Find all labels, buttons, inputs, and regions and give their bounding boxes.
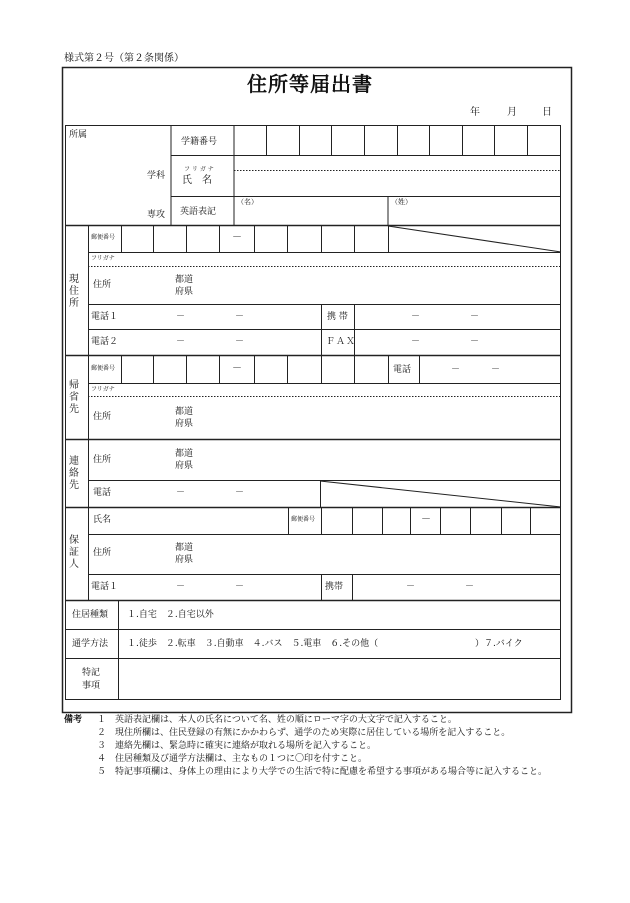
- note-item: ２ 現住所欄は、住民登録の有無にかかわらず、通学のため実際に居住している場所を記入すること。: [97, 728, 511, 738]
- date-month-label: 月: [507, 107, 517, 118]
- current-address-section-label: 現住所: [69, 274, 79, 309]
- name-label: 氏 名: [182, 175, 212, 186]
- commute-method-options-tail: ）７.バイク: [475, 639, 523, 649]
- special-notes-label: 特記事項: [81, 668, 100, 691]
- current-phone2-dash2: －: [235, 337, 245, 347]
- date-year-label: 年: [470, 107, 480, 118]
- form-number: 様式第２号（第２条関係）: [64, 53, 184, 64]
- contact-phone-dash1: －: [176, 488, 186, 498]
- current-mobile-label: 携 帯: [327, 312, 348, 322]
- current-fax-label: ＦＡＸ: [326, 337, 357, 347]
- note-item: ５ 特記事項欄は、身体上の理由により大学での生活で特に配慮を希望する事項がある場合等に記入すること。: [97, 767, 548, 777]
- current-postal-label: 郵便番号: [91, 234, 116, 241]
- notes-heading: 備考: [64, 715, 83, 725]
- guarantor-phone1-dash2: －: [235, 582, 245, 592]
- guarantor-postal-dash: －: [421, 514, 431, 525]
- furigana-label: フ リ ガ ナ: [184, 166, 214, 173]
- contact-section-label: 連絡先: [69, 456, 79, 491]
- home-postal-dash: －: [232, 363, 242, 374]
- contact-prefecture-text: 都道府県: [175, 449, 194, 471]
- home-prefecture-text: 都道府県: [175, 407, 194, 429]
- home-phone-dash1: －: [451, 365, 461, 375]
- current-phone1-dash2: －: [235, 312, 245, 322]
- current-mobile-dash2: －: [470, 312, 480, 322]
- current-furigana-label: フリガナ: [91, 255, 115, 262]
- commute-method-options: １.徒歩 ２.転車 ３.自動車 ４.バス ５.電車 ６.その他（: [127, 639, 379, 649]
- guarantor-phone1-dash1: －: [176, 582, 186, 592]
- guarantor-postal-label: 郵便番号: [291, 516, 316, 523]
- department-label: 学科: [147, 171, 166, 181]
- contact-address-label: 住所: [93, 455, 112, 465]
- current-fax-dash1: －: [411, 337, 421, 347]
- page-title: 住所等届出書: [247, 72, 373, 96]
- current-phone1-dash1: －: [176, 312, 186, 322]
- current-mobile-dash1: －: [411, 312, 421, 322]
- home-phone-dash2: －: [491, 365, 501, 375]
- guarantor-mobile-dash1: －: [406, 582, 416, 592]
- given-name-label: （名）: [237, 198, 258, 206]
- note-item: ４ 住居種類及び通学方法欄は、主なもの１つに〇印を付すこと。: [97, 754, 368, 764]
- note-item: １ 英語表記欄は、本人の氏名について名、姓の順にローマ字の大文字で記入すること。: [97, 715, 457, 725]
- contact-phone-label: 電話: [93, 488, 112, 498]
- residence-type-options: １.自宅 ２.自宅以外: [127, 610, 214, 620]
- home-furigana-label: フリガナ: [91, 386, 115, 393]
- affiliation-label: 所属: [69, 130, 88, 140]
- residence-type-label: 住居種類: [72, 610, 109, 620]
- family-name-label: （姓）: [391, 198, 412, 206]
- current-phone1-label: 電話１: [91, 312, 119, 322]
- commute-method-label: 通学方法: [72, 639, 109, 649]
- current-phone2-label: 電話２: [91, 337, 119, 347]
- home-postal-label: 郵便番号: [91, 365, 116, 372]
- guarantor-prefecture-text: 都道府県: [175, 543, 194, 565]
- note-item: ３ 連絡先欄は、緊急時に確実に連絡が取れる場所を記入すること。: [97, 741, 377, 751]
- guarantor-address-label: 住所: [93, 548, 112, 558]
- current-phone2-dash1: －: [176, 337, 186, 347]
- home-phone-label: 電話: [393, 365, 412, 375]
- current-address-label: 住所: [93, 280, 112, 290]
- english-name-label: 英語表記: [180, 207, 217, 217]
- guarantor-mobile-dash2: －: [465, 582, 475, 592]
- current-postal-dash: －: [232, 232, 242, 243]
- guarantor-name-label: 氏名: [93, 515, 112, 525]
- current-prefecture-text: 都道府県: [175, 275, 194, 297]
- home-address-section-label: 帰省先: [69, 380, 79, 415]
- home-address-label: 住所: [93, 412, 112, 422]
- current-fax-dash2: －: [470, 337, 480, 347]
- major-label: 専攻: [147, 210, 166, 220]
- guarantor-mobile-label: 携帯: [325, 582, 344, 592]
- guarantor-phone1-label: 電話１: [91, 582, 119, 592]
- date-day-label: 日: [542, 107, 552, 118]
- contact-phone-dash2: －: [235, 488, 245, 498]
- guarantor-section-label: 保証人: [69, 535, 79, 570]
- student-id-label: 学籍番号: [181, 137, 218, 147]
